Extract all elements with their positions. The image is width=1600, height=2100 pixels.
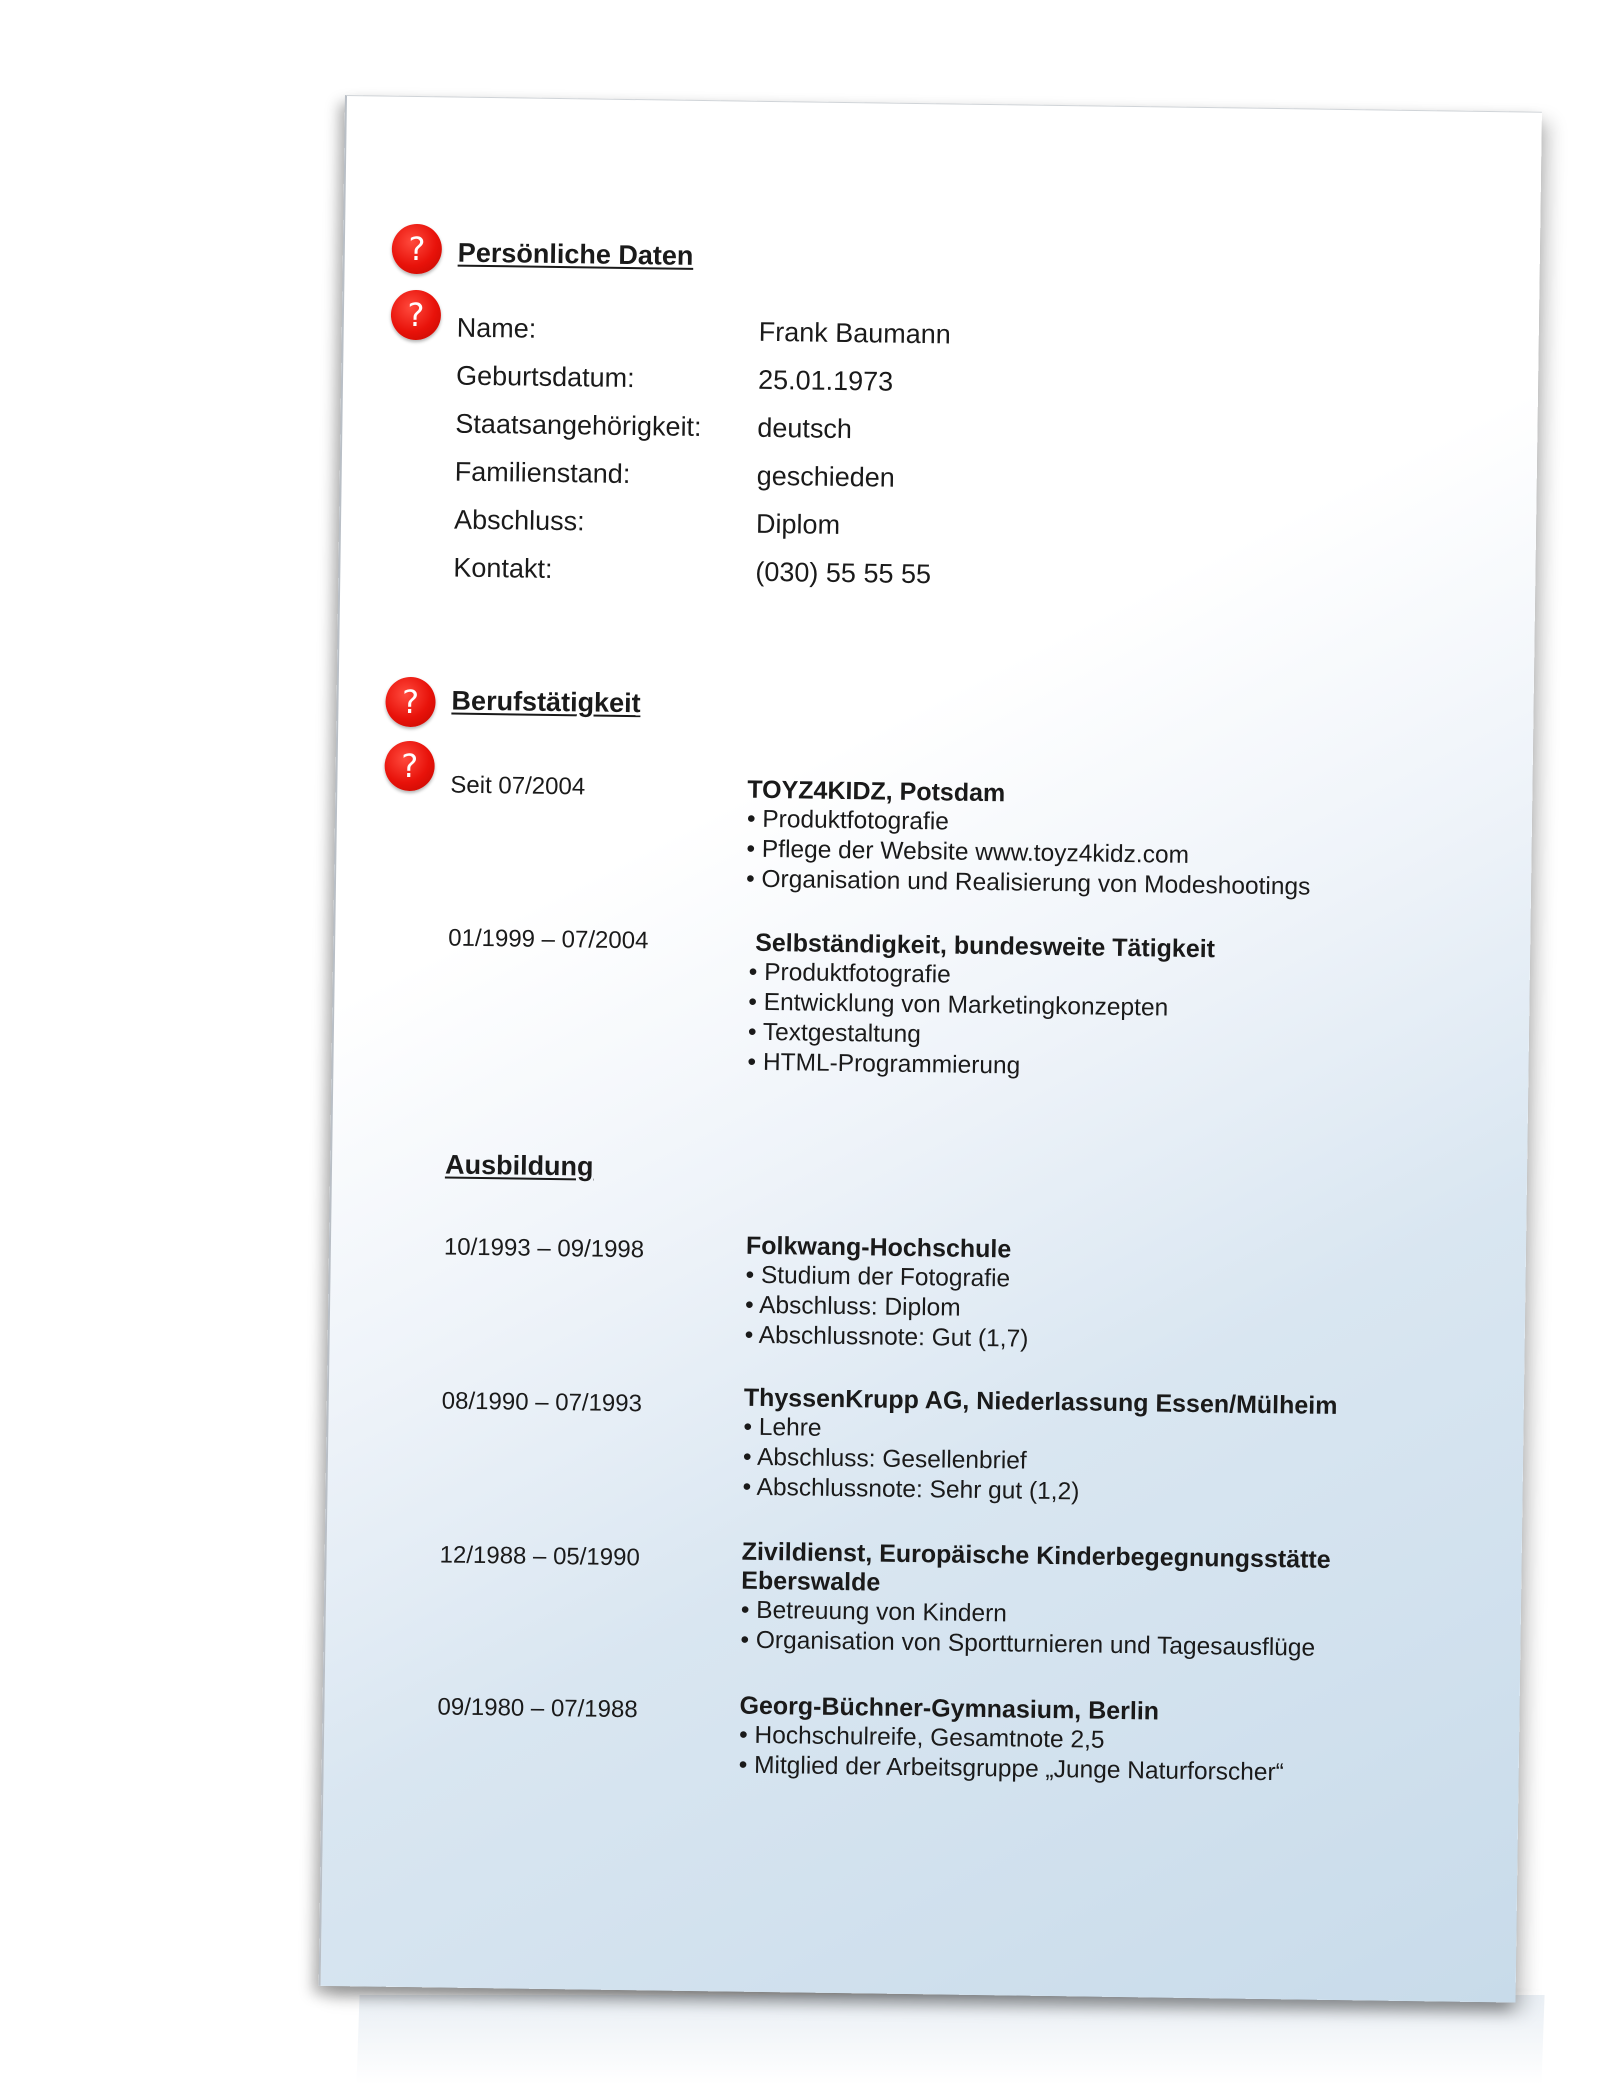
education-entry-title: Folkwang-Hochschule [745,1231,1012,1264]
label-marital-status: Familienstand: [454,456,631,490]
label-nationality: Staatsangehörigkeit: [455,408,702,443]
personal-heading: Persönliche Daten [457,237,694,271]
value-degree: Diplom [755,508,841,540]
career-entry-bullet: • Produktfotografie [747,805,1312,843]
career-entry [747,929,1215,1084]
label-birthdate: Geburtsdatum: [455,360,635,394]
education-entry-bullet: • Abschlussnote: Gut (1,7) [745,1321,1029,1355]
career-entry-bullet: • HTML-Programmierung [747,1048,1213,1085]
value-contact: (030) 55 55 55 [755,556,932,590]
career-entry-bullet: • Textgestaltung [748,1018,1214,1055]
education-entry-bullet: • Abschluss: Gesellenbrief [743,1443,1337,1481]
label-name: Name: [456,312,537,344]
career-entry-date: Seit 07/2004 [450,771,586,801]
education-entry-date: 12/1988 – 05/1990 [439,1541,640,1572]
education-entry-bullet: • Abschlussnote: Sehr gut (1,2) [742,1473,1336,1511]
career-entry-bullet: • Organisation und Realisierung von Modeshootings [746,865,1311,903]
education-entry-date: 08/1990 – 07/1993 [441,1387,643,1418]
help-icon-personal-data[interactable]: ? [391,290,442,341]
career-entry-title: Selbständigkeit, bundesweite Tätigkeit [755,928,1216,964]
education-entry-bullet: • Hochschulreife, Gesamtnote 2,5 [739,1721,1284,1759]
help-icon-career-heading[interactable]: ? [385,677,436,728]
value-birthdate: 25.01.1973 [757,364,894,397]
help-icon-career-entries[interactable]: ? [384,741,435,792]
education-entry-title: Georg-Büchner-Gymnasium, Berlin [739,1691,1160,1726]
career-entry [746,776,1312,903]
education-entry-bullet: • Abschluss: Diplom [745,1291,1029,1325]
education-entry [742,1384,1337,1511]
label-degree: Abschluss: [453,504,585,537]
education-entry-bullet: • Studium der Fotografie [745,1261,1029,1295]
education-entry [745,1232,1030,1355]
career-entry-bullet: • Entwicklung von Marketingkonzepten [748,988,1214,1025]
education-entry-date: 10/1993 – 09/1998 [443,1233,645,1264]
help-icon-personal-heading[interactable]: ? [392,224,443,275]
education-entry-title: ThyssenKrupp AG, Niederlassung Essen/Mülheim [743,1383,1338,1420]
cv-page [319,95,1542,2003]
value-marital-status: geschieden [756,460,896,493]
education-entry-bullet: • Betreuung von Kindern [741,1596,1330,1634]
career-entry-title: TOYZ4KIDZ, Potsdam [747,775,1006,808]
label-contact: Kontakt: [453,552,553,584]
value-nationality: deutsch [757,412,853,445]
education-entry-title: Zivildienst, Europäische Kinderbegegnungsstätte [741,1537,1331,1574]
education-entry-bullet: • Organisation von Sportturnieren und Tagesausflüge [740,1626,1329,1664]
page-reflection [356,1995,1544,2085]
education-entry-title-line2: Eberswalde [741,1566,881,1597]
education-entry-bullet: • Mitglied der Arbeitsgruppe „Junge Naturforscher“ [739,1751,1284,1789]
career-entry-bullet: • Pflege der Website www.toyz4kidz.com [746,835,1311,873]
education-entry [739,1692,1285,1789]
value-name: Frank Baumann [758,316,952,350]
career-entry-bullet: • Produktfotografie [749,958,1215,995]
career-entry-date: 01/1999 – 07/2004 [448,924,649,955]
education-heading: Ausbildung [444,1149,594,1182]
education-entry-bullet: • Lehre [743,1413,1337,1451]
education-entry [740,1538,1331,1664]
education-entry-date: 09/1980 – 07/1988 [437,1693,638,1724]
career-heading: Berufstätigkeit [451,685,641,719]
